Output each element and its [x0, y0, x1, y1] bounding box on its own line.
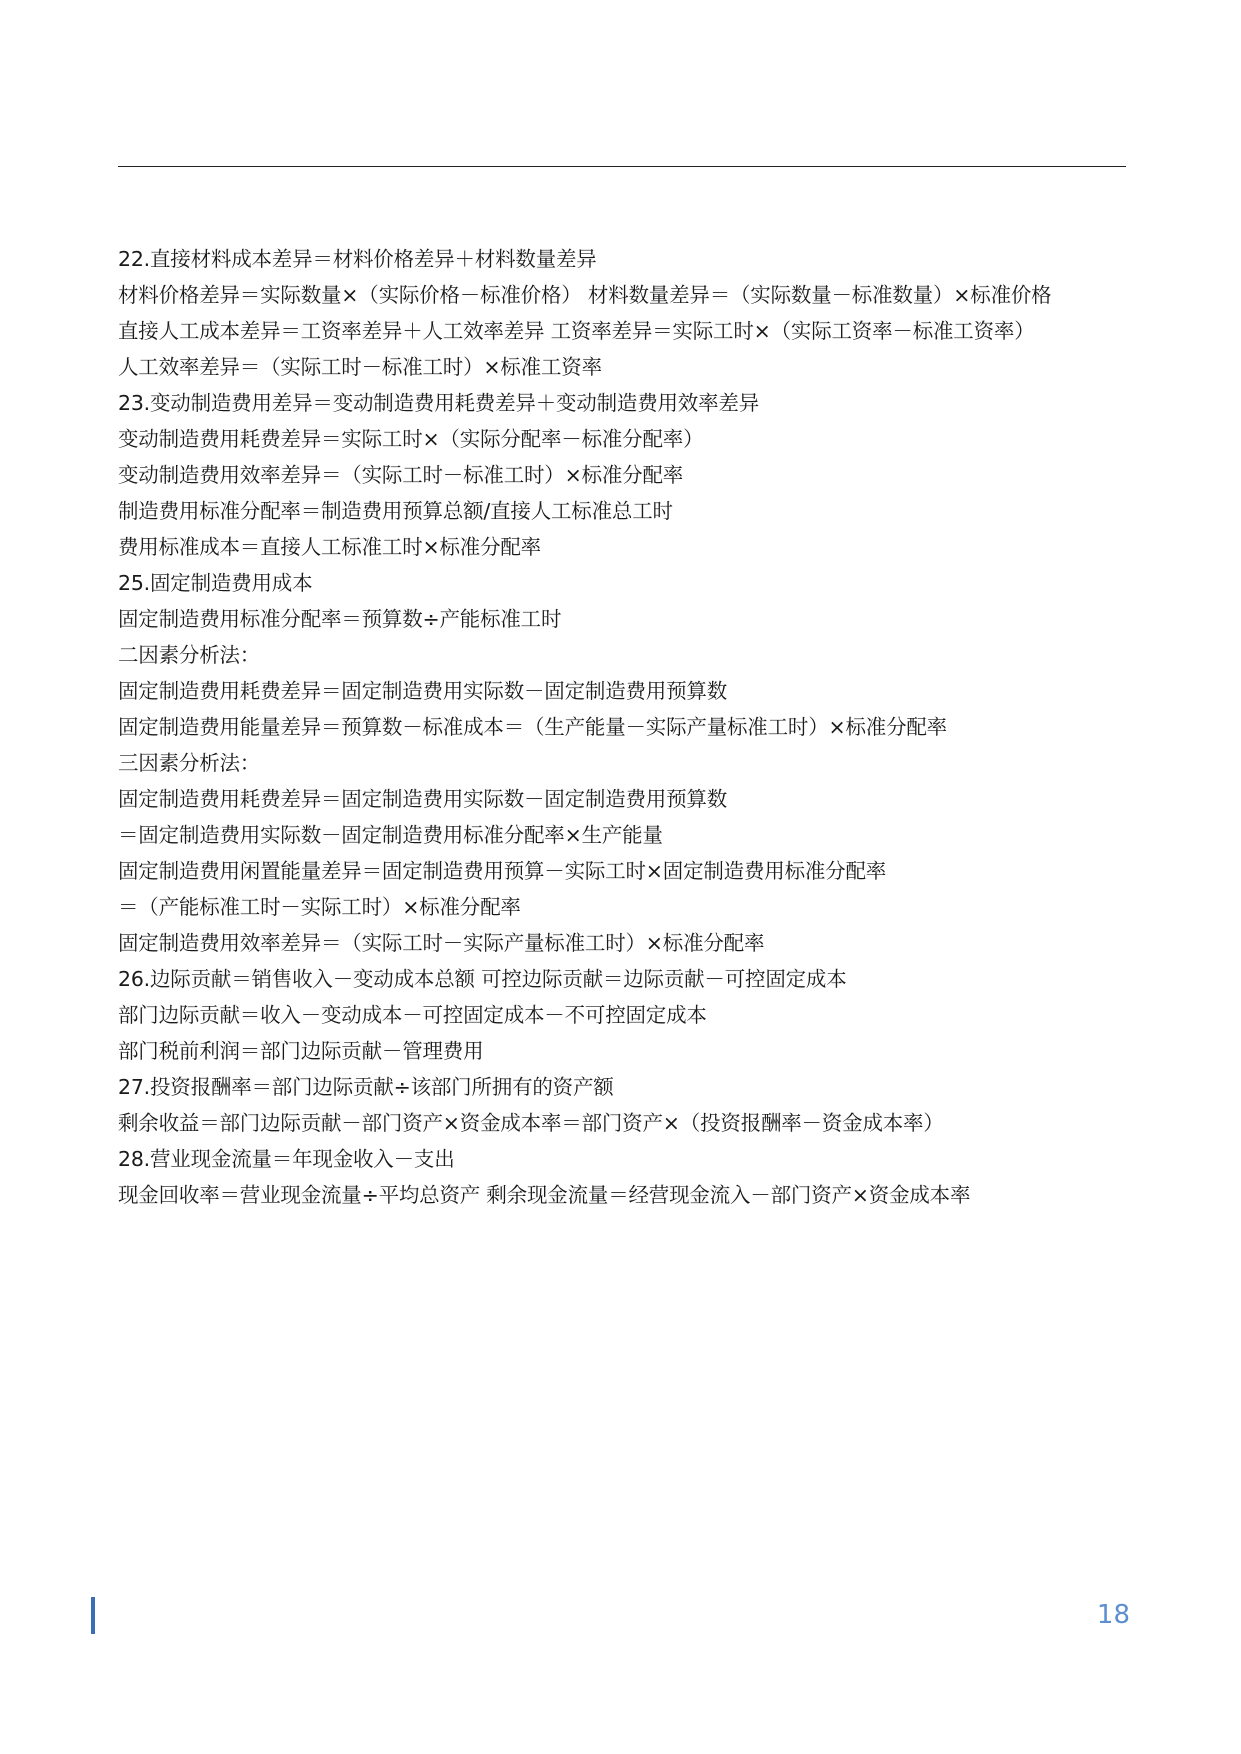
- formula-line: 部门税前利润＝部门边际贡献－管理费用: [118, 1039, 484, 1063]
- formula-line: 变动制造费用效率差异＝（实际工时－标准工时）×标准分配率: [118, 463, 684, 487]
- formula-line: ＝固定制造费用实际数－固定制造费用标准分配率×生产能量: [118, 823, 663, 847]
- formula-line: 固定制造费用耗费差异＝固定制造费用实际数－固定制造费用预算数: [118, 787, 727, 811]
- header-rule: [118, 166, 1126, 167]
- formula-line: 人工效率差异＝（实际工时－标准工时）×标准工资率: [118, 355, 602, 379]
- formula-line: ＝（产能标准工时－实际工时）×标准分配率: [118, 895, 521, 919]
- formula-list: [118, 244, 1128, 1216]
- formula-line: 固定制造费用闲置能量差异＝固定制造费用预算－实际工时×固定制造费用标准分配率: [118, 859, 887, 883]
- formula-line: 现金回收率＝营业现金流量÷平均总资产 剩余现金流量＝经营现金流入－部门资产×资金成本率: [118, 1183, 971, 1207]
- formula-line: 固定制造费用能量差异＝预算数－标准成本＝（生产能量－实际产量标准工时）×标准分配率: [118, 715, 947, 739]
- formula-line: 变动制造费用耗费差异＝实际工时×（实际分配率－标准分配率）: [118, 427, 704, 451]
- formula-line: 22.直接材料成本差异＝材料价格差异＋材料数量差异: [118, 247, 597, 271]
- formula-line: 剩余收益＝部门边际贡献－部门资产×资金成本率＝部门资产×（投资报酬率－资金成本率）: [118, 1111, 944, 1135]
- formula-line: 28.营业现金流量＝年现金收入－支出: [118, 1147, 455, 1171]
- formula-line: 材料价格差异＝实际数量×（实际价格－标准价格） 材料数量差异＝（实际数量－标准数量）×标准价格: [118, 283, 1052, 307]
- formula-line: 直接人工成本差异＝工资率差异＋人工效率差异 工资率差异＝实际工时×（实际工资率－标准工资率）: [118, 319, 1035, 343]
- formula-line: 制造费用标准分配率＝制造费用预算总额/直接人工标准总工时: [118, 499, 673, 523]
- formula-line: 二因素分析法：: [118, 643, 261, 667]
- formula-line: 固定制造费用耗费差异＝固定制造费用实际数－固定制造费用预算数: [118, 679, 727, 703]
- formula-line: 固定制造费用标准分配率＝预算数÷产能标准工时: [118, 607, 562, 631]
- formula-line: 三因素分析法：: [118, 751, 261, 775]
- formula-line: 固定制造费用效率差异＝（实际工时－实际产量标准工时）×标准分配率: [118, 931, 765, 955]
- formula-line: 23.变动制造费用差异＝变动制造费用耗费差异＋变动制造费用效率差异: [118, 391, 760, 415]
- formula-line: 27.投资报酬率＝部门边际贡献÷该部门所拥有的资产额: [118, 1075, 614, 1099]
- formula-line: 部门边际贡献＝收入－变动成本－可控固定成本－不可控固定成本: [118, 1003, 707, 1027]
- footer-accent-bar: [91, 1597, 95, 1634]
- page-number: 18: [1096, 1600, 1130, 1630]
- formula-line: 费用标准成本＝直接人工标准工时×标准分配率: [118, 535, 541, 559]
- formula-line: 26.边际贡献＝销售收入－变动成本总额 可控边际贡献＝边际贡献－可控固定成本: [118, 967, 847, 991]
- formula-line: 25.固定制造费用成本: [118, 571, 313, 595]
